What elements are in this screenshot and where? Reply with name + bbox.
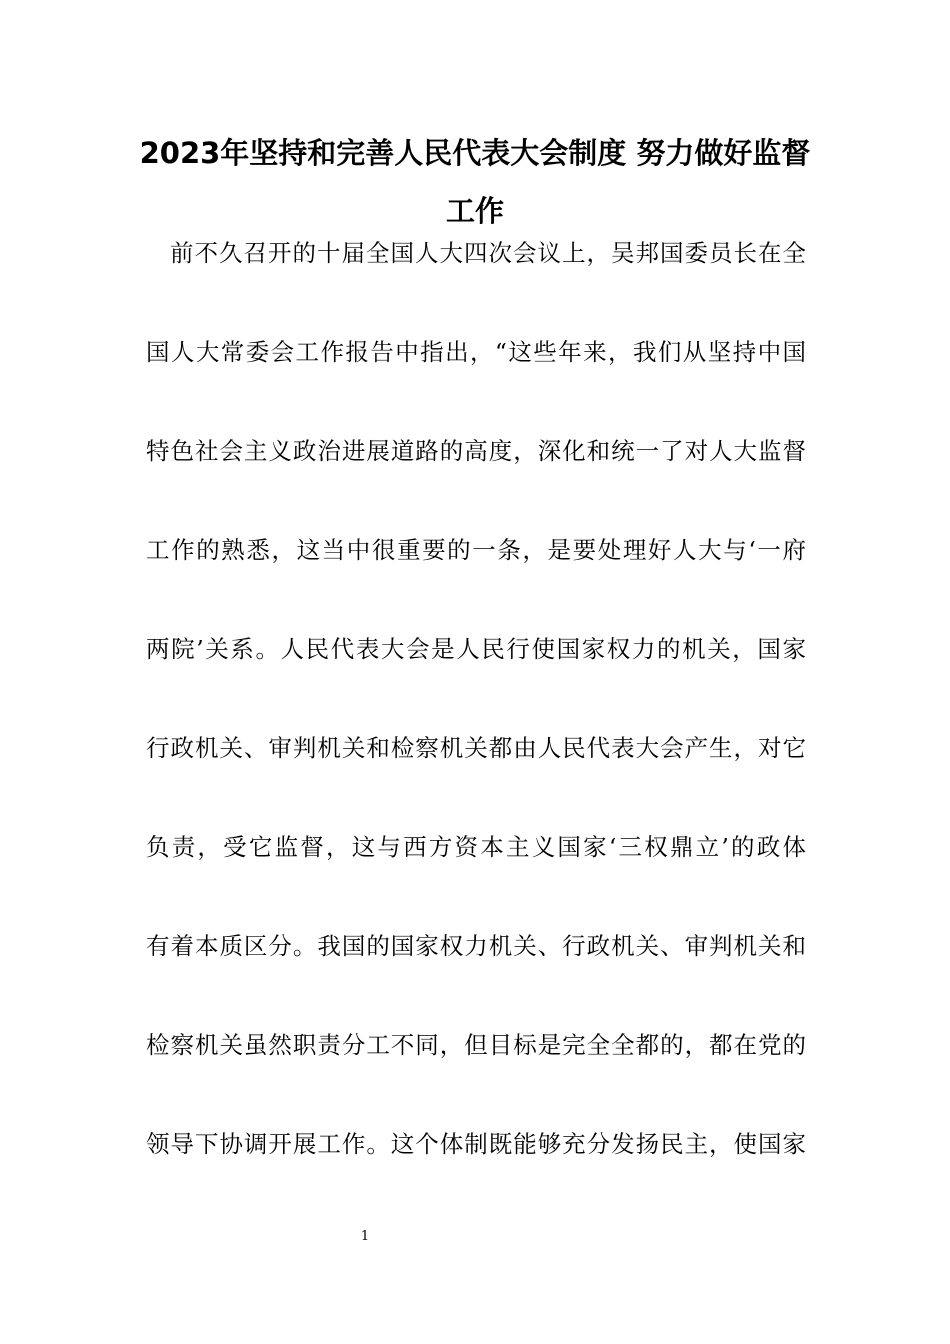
body-line-4: 工作的熟悉，这当中很重要的一条，是要处理好人大与‘一府 (146, 536, 806, 564)
body-line-1: 前不久召开的十届全国人大四次会议上，吴邦国委员长在全 (170, 239, 806, 267)
body-line-8: 有着本质区分。我国的国家权力机关、行政机关、审判机关和 (146, 932, 806, 960)
body-line-6: 行政机关、审判机关和检察机关都由人民代表大会产生，对它 (146, 734, 806, 762)
page-number: 1 (360, 1229, 370, 1244)
body-line-9: 检察机关虽然职责分工不同，但目标是完全全都的，都在党的 (146, 1031, 806, 1059)
body-line-7: 负责，受它监督，这与西方资本主义国家‘三权鼎立’的政体 (146, 833, 806, 861)
body-line-2: 国人大常委会工作报告中指出，“这些年来，我们从坚持中国 (146, 338, 806, 366)
body-line-5: 两院’关系。人民代表大会是人民行使国家权力的机关，国家 (146, 635, 806, 663)
title-line-1: 2023年坚持和完善人民代表大会制度 努力做好监督 (139, 136, 811, 170)
body-line-10: 领导下协调开展工作。这个体制既能够充分发扬民主，使国家 (146, 1130, 806, 1158)
body-line-3: 特色社会主义政治进展道路的高度，深化和统一了对人大监督 (146, 437, 806, 465)
title-line-2: 工作 (445, 194, 504, 228)
document-title (110, 124, 840, 240)
